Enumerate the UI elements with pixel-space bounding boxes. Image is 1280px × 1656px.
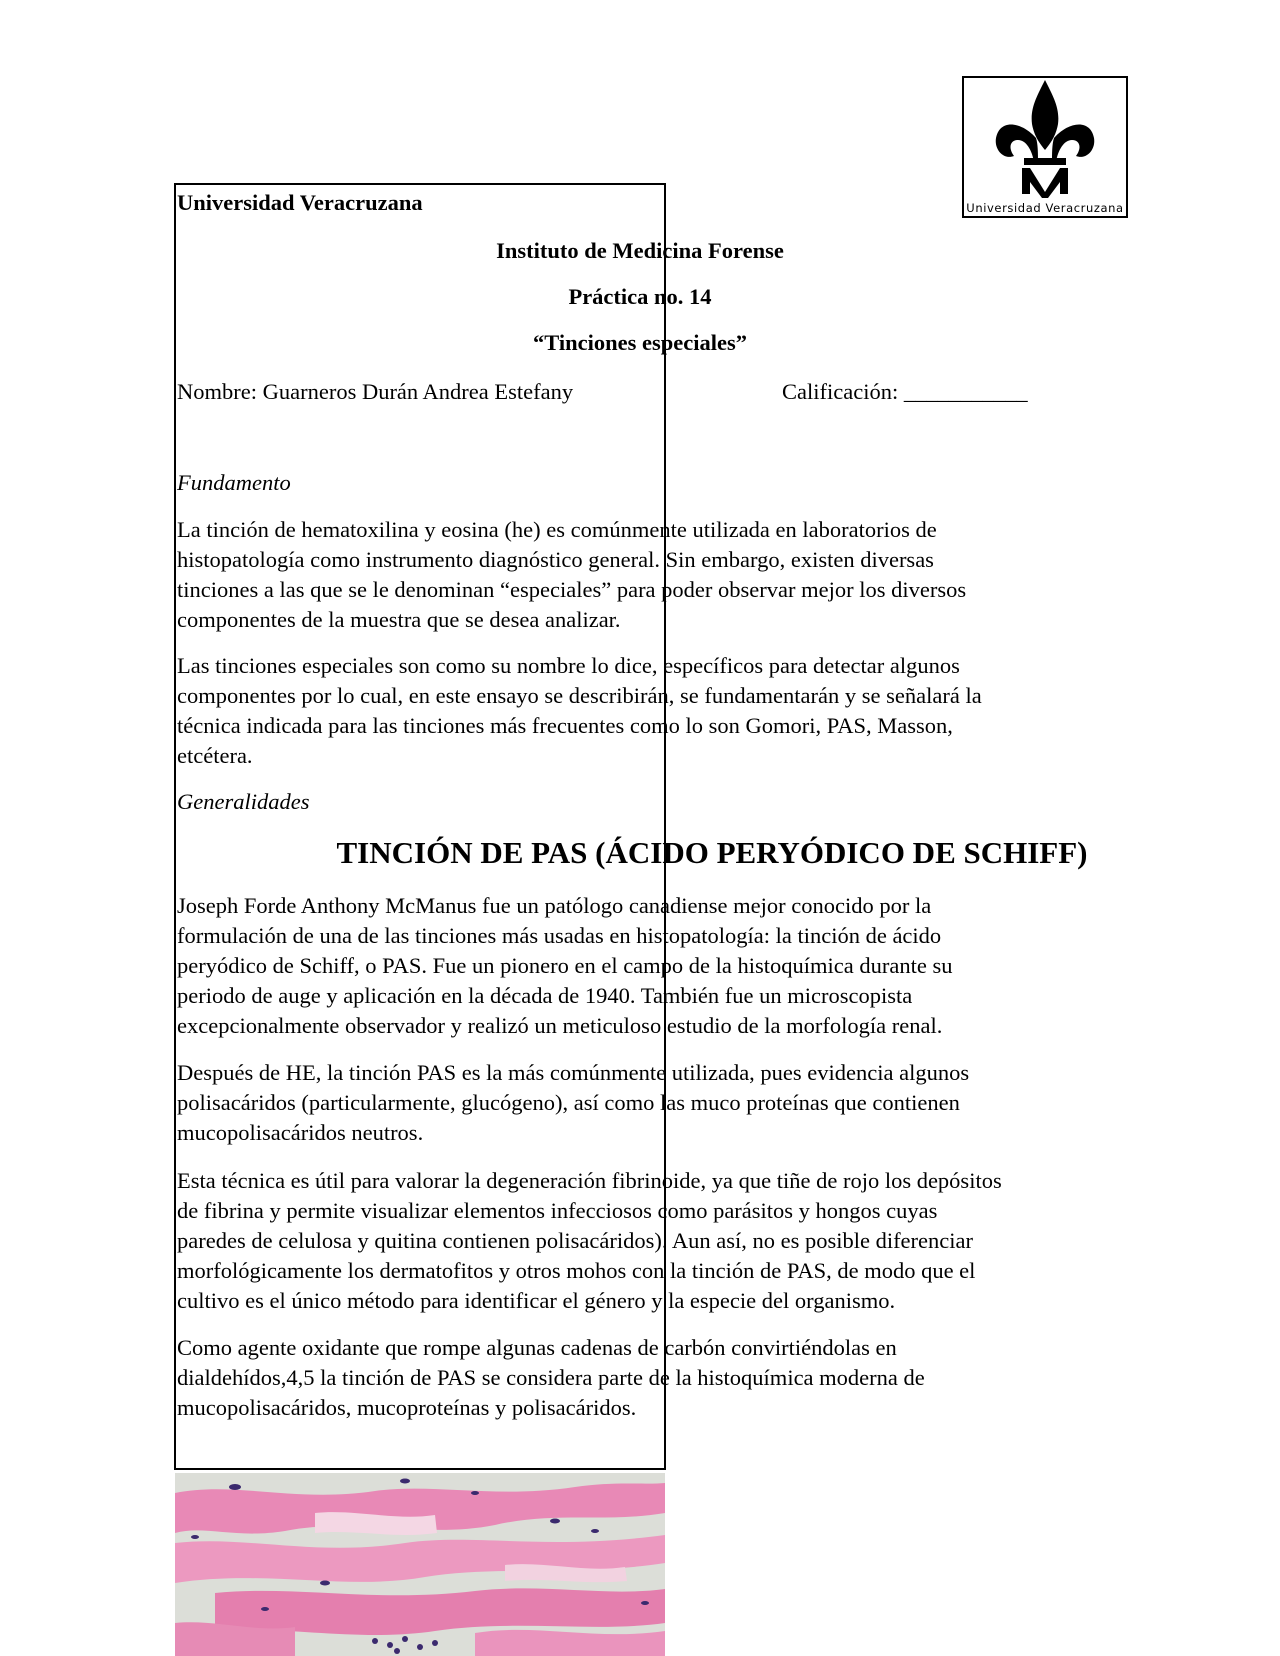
logo-caption: Universidad Veracruzana	[966, 201, 1124, 215]
paragraph-line: Las tinciones especiales son como su nombre lo dice, específicos para detectar algunos	[177, 653, 960, 678]
paragraph-line: Como agente oxidante que rompe algunas cadenas de carbón convirtiéndolas en	[177, 1335, 897, 1360]
paragraph-line: técnica indicada para las tinciones más frecuentes como lo son Gomori, PAS, Masson,	[177, 713, 953, 738]
paragraph-line: mucopolisacáridos neutros.	[177, 1120, 424, 1145]
university-logo	[962, 76, 1128, 218]
paragraph-pas-2	[177, 1058, 1097, 1148]
paragraph-line: Después de HE, la tinción PAS es la más comúnmente utilizada, pues evidencia algunos	[177, 1060, 970, 1085]
paragraph-line: formulación de una de las tinciones más usadas en histopatología: la tinción de ácido	[177, 923, 942, 948]
paragraph-line: La tinción de hematoxilina y eosina (he) es comúnmente utilizada en laboratorios de	[177, 517, 937, 542]
paragraph-line: polisacáridos (particularmente, glucógeno), así como las muco proteínas que contienen	[177, 1090, 960, 1115]
practice-topic: “Tinciones especiales”	[533, 330, 747, 355]
paragraph-line: excepcionalmente observador y realizó un meticuloso estudio de la morfología renal.	[177, 1013, 943, 1038]
student-name: Nombre: Guarneros Durán Andrea Estefany	[177, 379, 574, 404]
section-title-generalidades: Generalidades	[177, 789, 310, 814]
paragraph-line: componentes por lo cual, en este ensayo se describirán, se fundamentarán y se señalará la	[177, 683, 982, 708]
university-name: Universidad Veracruzana	[177, 190, 423, 215]
paragraph-fundamento-1	[177, 515, 1097, 635]
paragraph-line: dialdehídos,4,5 la tinción de PAS se considera parte de la histoquímica moderna de	[177, 1365, 925, 1390]
pas-heading: TINCIÓN DE PAS (ÁCIDO PERYÓDICO DE SCHIFF)	[336, 835, 1088, 870]
paragraph-line: histopatología como instrumento diagnóstico general. Sin embargo, existen diversas	[177, 547, 934, 572]
paragraph-line: paredes de celulosa y quitina contienen polisacáridos). Aun así, no es posible diferenciar	[177, 1228, 973, 1253]
fleur-de-lis-icon	[964, 78, 1126, 200]
grade-field: Calificación: ___________	[782, 379, 1028, 404]
paragraph-line: morfológicamente los dermatofitos y otros mohos con la tinción de PAS, de modo que el	[177, 1258, 976, 1283]
paragraph-pas-4	[177, 1333, 1097, 1423]
paragraph-fundamento-2	[177, 651, 1097, 771]
paragraph-line: etcétera.	[177, 743, 253, 768]
paragraph-line: Joseph Forde Anthony McManus fue un patólogo canadiense mejor conocido por la	[177, 893, 932, 918]
paragraph-line: de fibrina y permite visualizar elementos infecciosos como parásitos y hongos cuyas	[177, 1198, 938, 1223]
paragraph-line: periodo de auge y aplicación en la década de 1940. También fue un microscopista	[177, 983, 913, 1008]
paragraph-line: Esta técnica es útil para valorar la degeneración fibrinoide, ya que tiñe de rojo los depósitos	[177, 1168, 1002, 1193]
paragraph-pas-1	[177, 891, 1097, 1041]
paragraph-line: cultivo es el único método para identificar el género y la especie del organismo.	[177, 1288, 896, 1313]
paragraph-line: peryódico de Schiff, o PAS. Fue un pionero en el campo de la histoquímica durante su	[177, 953, 953, 978]
practice-number: Práctica no. 14	[568, 284, 712, 309]
paragraph-line: componentes de la muestra que se desea analizar.	[177, 607, 621, 632]
section-title-fundamento: Fundamento	[177, 470, 291, 495]
pas-stain-micrograph	[175, 1473, 665, 1656]
paragraph-line: mucopolisacáridos, mucoproteínas y polisacáridos.	[177, 1395, 637, 1420]
paragraph-line: tinciones a las que se le denominan “especiales” para poder observar mejor los diversos	[177, 577, 967, 602]
institute-name: Instituto de Medicina Forense	[496, 238, 784, 263]
paragraph-pas-3	[177, 1166, 1097, 1316]
tissue-image	[175, 1473, 665, 1656]
